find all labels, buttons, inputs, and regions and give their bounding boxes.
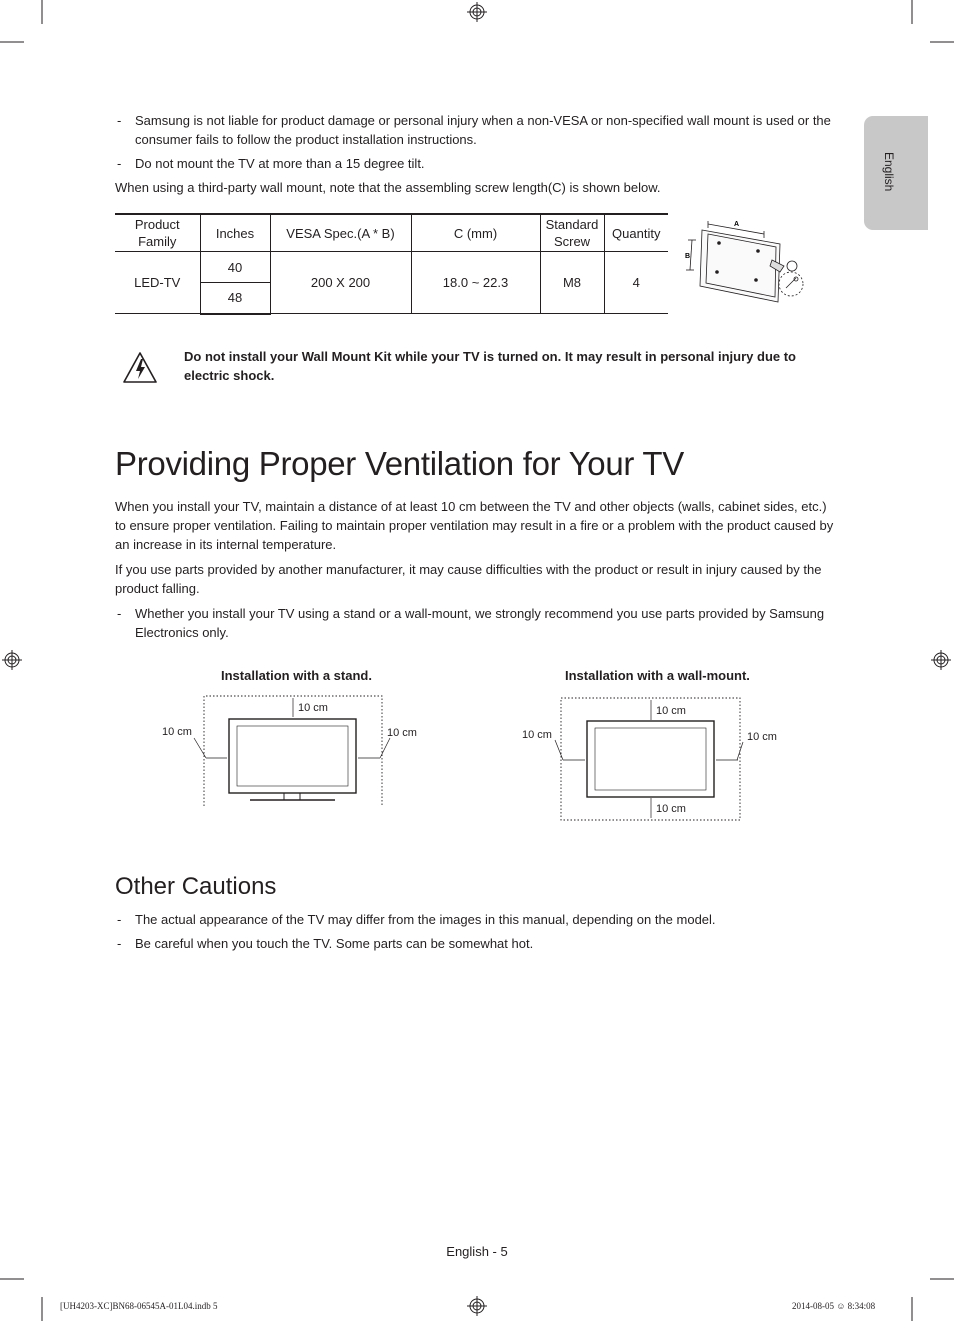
table-header: Inches xyxy=(200,214,270,252)
paragraph: When you install your TV, maintain a distance of at least 10 cm between the TV and other objects (walls, cabinet sides, etc.) to ensure proper ventilation. Failing to maintain proper ventilation may result in a fire or a problem with the product caused by an increase in its internal temperature. xyxy=(115,499,834,552)
left-distance-label: 10 cm xyxy=(522,729,552,741)
list-item: - Samsung is not liable for product damage or personal injury when a non-VESA or non-specified wall mount is used or the consumer fails to follow the product installation instructions. xyxy=(117,113,831,147)
top-distance-label: 10 cm xyxy=(298,702,328,714)
table-cell: 4 xyxy=(604,252,668,314)
print-timestamp: 2014-08-05 ☺ 8:34:08 xyxy=(792,1301,876,1311)
wall-caption: Installation with a wall-mount. xyxy=(565,668,750,683)
registration-mark-icon xyxy=(467,2,487,22)
table-header-row xyxy=(115,214,668,252)
table-header: VESA Spec.(A * B) xyxy=(270,214,411,252)
language-tab-label: English xyxy=(882,152,896,192)
list-item: - Do not mount the TV at more than a 15 degree tilt. xyxy=(117,156,425,171)
table-cell: 48 xyxy=(200,283,270,314)
table-header: Standard Screw xyxy=(540,214,604,252)
page-number: English - 5 xyxy=(446,1244,508,1259)
bottom-distance-label: 10 cm xyxy=(656,803,686,815)
print-file-info: [UH4203-XC]BN68-06545A-01L04.indb 5 xyxy=(60,1301,218,1311)
page-title: Providing Proper Ventilation for Your TV xyxy=(115,445,684,482)
paragraph: If you use parts provided by another manufacturer, it may cause difficulties with the product or result in injury caused by the product falling. xyxy=(115,562,822,596)
stand-caption: Installation with a stand. xyxy=(221,668,372,683)
table-header: Product Family xyxy=(115,214,200,252)
language-tab xyxy=(864,116,928,230)
left-distance-label: 10 cm xyxy=(162,726,192,738)
screw-note: When using a third-party wall mount, note that the assembling screw length(C) is shown below. xyxy=(115,180,661,195)
right-distance-label: 10 cm xyxy=(747,731,777,743)
spec-table xyxy=(115,213,668,315)
warning-shock-icon xyxy=(122,351,158,384)
table-header: C (mm) xyxy=(411,214,540,252)
diagram-label-b: B xyxy=(685,253,691,260)
list-item: - The actual appearance of the TV may differ from the images in this manual, depending on the model. xyxy=(117,912,716,927)
table-header: Quantity xyxy=(604,214,668,252)
table-cell: LED-TV xyxy=(115,252,200,314)
table-cell: 200 X 200 xyxy=(270,252,411,314)
table-row xyxy=(115,252,668,283)
wall-mount-diagram xyxy=(680,214,810,304)
stand-ventilation-diagram xyxy=(150,690,430,815)
wall-ventilation-diagram xyxy=(515,692,795,824)
list-item: - Be careful when you touch the TV. Some parts can be somewhat hot. xyxy=(117,936,534,951)
table-cell: 18.0 ~ 22.3 xyxy=(411,252,540,314)
list-item: - Whether you install your TV using a stand or a wall-mount, we strongly recommend you use parts provided by Samsung Electronics only. xyxy=(117,606,825,640)
table-cell: 40 xyxy=(200,252,270,283)
table-cell: M8 xyxy=(540,252,604,314)
right-distance-label: 10 cm xyxy=(387,727,417,739)
section-title: Other Cautions xyxy=(115,873,277,900)
top-distance-label: 10 cm xyxy=(656,705,686,717)
diagram-label-a: A xyxy=(734,221,740,228)
warning-text: Do not install your Wall Mount Kit while your TV is turned on. It may result in personal injury due to electric shock. xyxy=(184,349,797,383)
